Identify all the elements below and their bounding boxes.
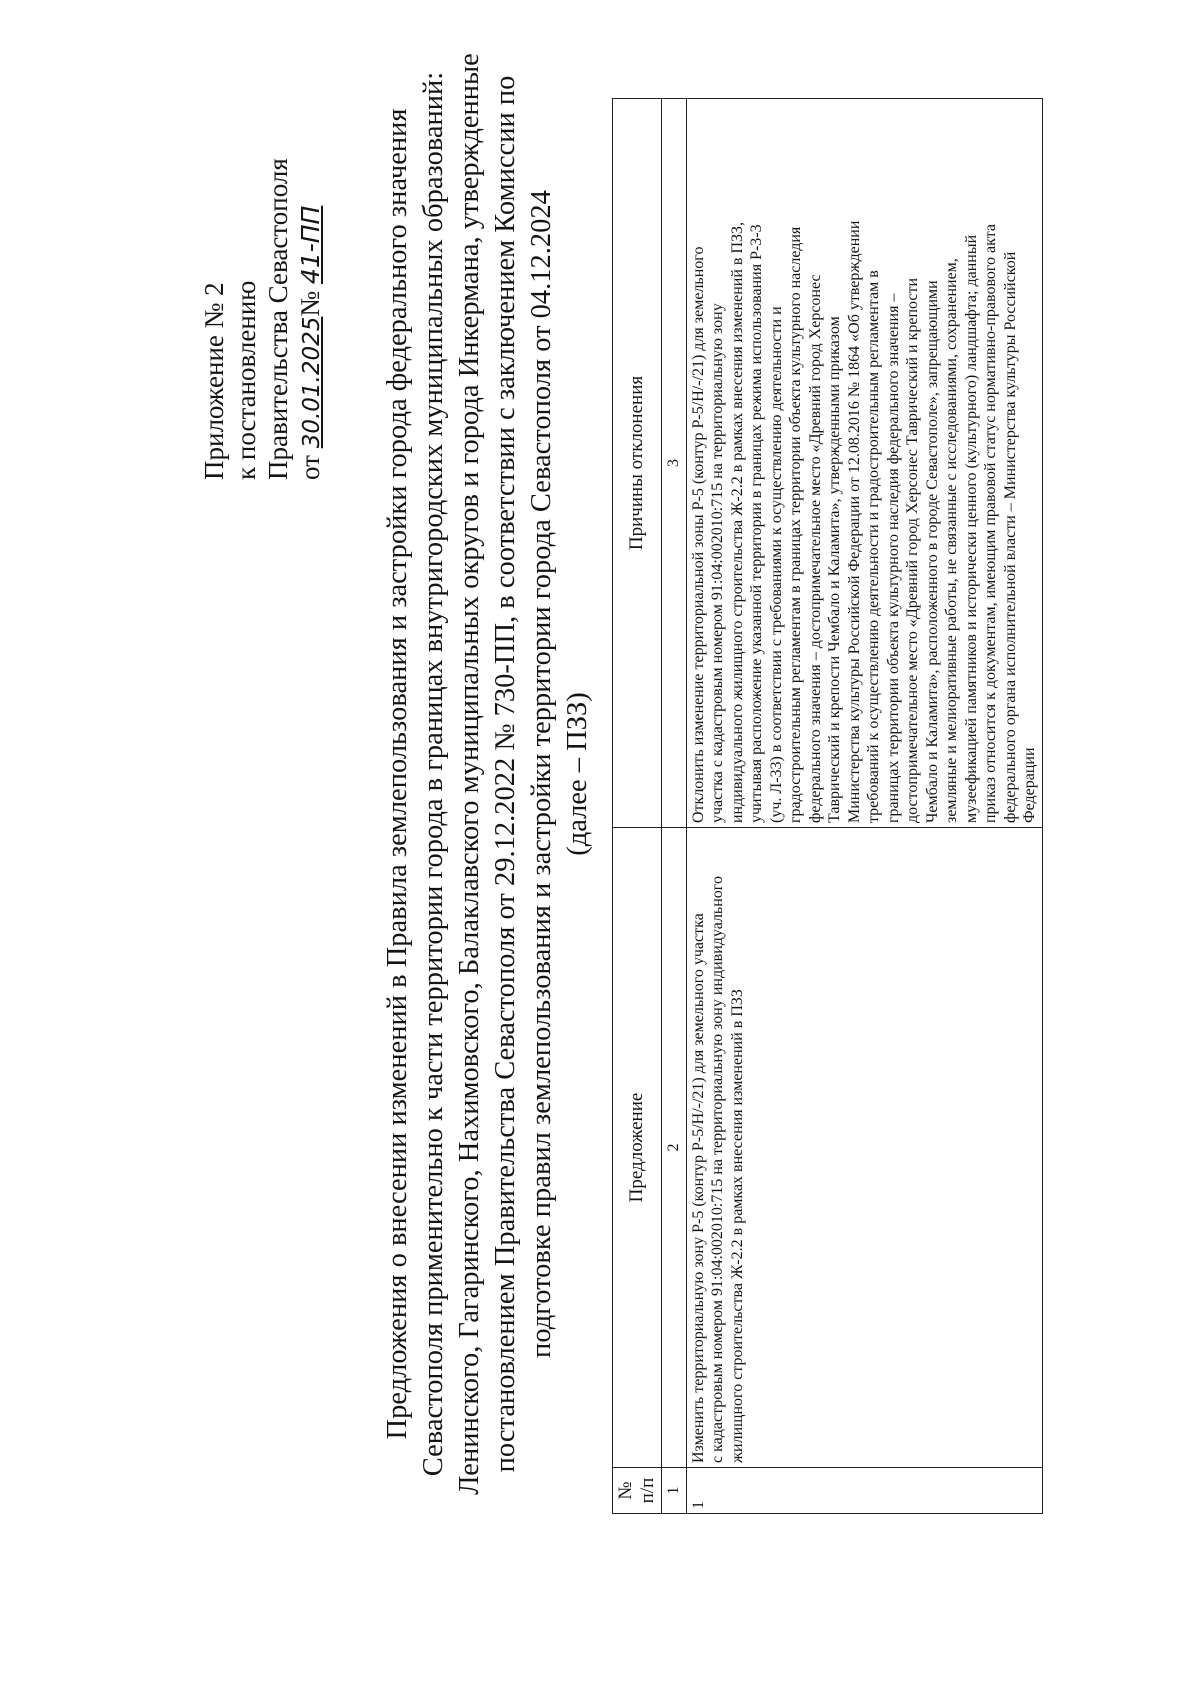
annex-line-4 [294, 60, 328, 480]
header-proposal: Предложение [613, 828, 662, 1468]
annex-line-1: Приложение № 2 [199, 282, 229, 480]
title-line-2: Севастополя применительно к части территории города в границах внутригородских муниципальных образований: [418, 71, 449, 1477]
table-row [686, 99, 1042, 1514]
title-line-1: Предложения о внесении изменений в Правила землепользования и застройки города федерального значения [382, 108, 413, 1440]
annex-line-3: Правительства Севастополя [263, 158, 293, 480]
title-line-3: Ленинского, Гагаринского, Нахимовского, Балаклавского муниципальных округов и города Инкермана, утвержденные [454, 53, 485, 1495]
annex-line-2: к постановлению [231, 280, 261, 480]
title-line-4: постановлением Правительства Севастополя от 29.12.2022 № 730-ПП, в соответствии с заключением Комиссии по [490, 75, 521, 1473]
column-number: 3 [662, 99, 687, 828]
column-number-row [662, 99, 687, 1514]
row-number: 1 [686, 1468, 1042, 1514]
title-line-6: (далее – ПЗЗ) [562, 692, 593, 856]
proposals-table [612, 98, 1043, 1514]
annex-date: 30.01.2025 [299, 316, 325, 449]
annex-block [198, 60, 328, 480]
annex-number-label: № [295, 290, 325, 317]
header-reason: Причины отклонения [613, 99, 662, 828]
annex-number: 41-ПП [296, 205, 325, 285]
row-proposal: Изменить территориальную зону Р-5 (контур Р-5/Н/-/21) для земельного участка с кадастровым номером 91:04:002010:715 на территориальную зону индивидуального жилищного строительства Ж-2.2 в рамках внесения изменений в ПЗЗ [686, 828, 1042, 1468]
table-header-row [613, 99, 662, 1514]
header-num: № п/п [613, 1468, 662, 1514]
title-line-5: подготовке правил землепользования и застройки территории города Севастополя от 04.12.2024 [526, 190, 557, 1358]
column-number: 2 [662, 828, 687, 1468]
document-title [380, 14, 596, 1534]
column-number: 1 [662, 1468, 687, 1514]
row-reason: Отклонить изменение территориальной зоны Р-5 (контур Р-5/Н/-/21) для земельного участка с кадастровым номером 91:04:002010:715 на территориальную зону индивидуального жилищного строительства Ж-2.2 в рамках внесения изменений в ПЗЗ, учитывая расположение указанной территории в границах режима использования Р-3-3 (уч. Л-33) в соответствии с требованиями к осуществлению деятельности и градостроительным регламентам в границах территории объекта культурного наследия федерального значения – достопримечательное место «Древний город Херсонес Таврический и крепости Чембало и Каламита», утвержденными приказом Министерства культуры Российской Федерации от 12.08.2016 № 1864 «Об утверждении требований к осуществлению деятельности и градостроительным регламентам в границах территории объекта культурного наследия федерального значения – достопримечательное место «Древний город Херсонес Таврический и крепости Чембало и Каламита», расположенного в городе Севастополе», запрещающими земляные и мелиоративные работы, не связанные с исследованиями, сохранением, музеефикацией памятников и исторически ценного (культурного) ландшафта; данный приказ относится к документам, имеющим правовой статус нормативно-правового акта федерального органа исполнительной власти – Министерства культуры Российской Федерации [686, 99, 1042, 828]
annex-prefix: от [295, 455, 325, 480]
